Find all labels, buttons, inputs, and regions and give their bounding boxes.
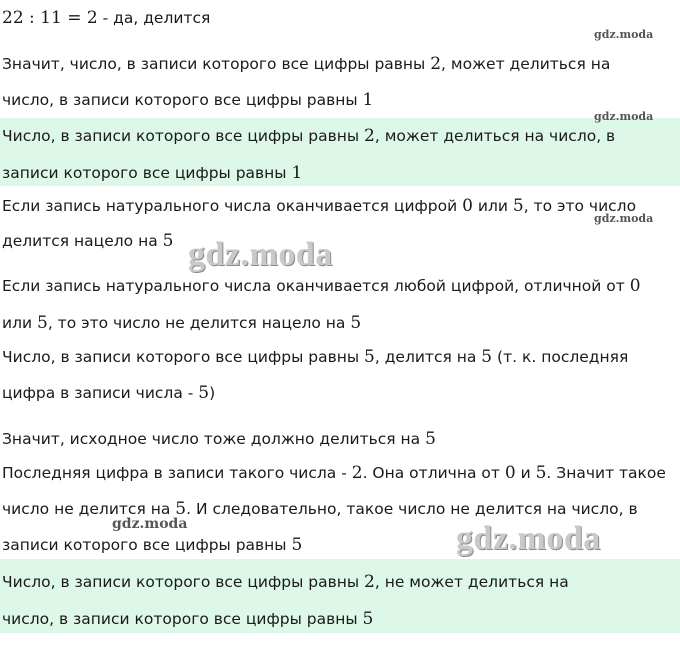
text-line bbox=[0, 463, 680, 483]
math-expression: 1 bbox=[291, 163, 303, 183]
text-line bbox=[0, 313, 680, 333]
text-run: Если запись натурального числа оканчивается цифрой bbox=[2, 197, 463, 215]
text-line bbox=[0, 429, 680, 449]
math-expression: 5 bbox=[198, 383, 210, 403]
math-expression: 2 bbox=[364, 572, 375, 592]
text-run: , может делиться на bbox=[441, 55, 611, 73]
text-line bbox=[0, 276, 680, 296]
text-line bbox=[0, 572, 680, 592]
math-expression: 0 bbox=[504, 463, 516, 483]
math-expression: 2 bbox=[364, 126, 375, 146]
text-line bbox=[0, 54, 680, 74]
text-line bbox=[0, 8, 680, 28]
math-expression: 0 bbox=[462, 196, 473, 216]
text-run: Число, в записи которого все цифры равны bbox=[2, 573, 365, 591]
text-run: , может делиться на число, в bbox=[374, 127, 616, 145]
text-run: , то это число bbox=[523, 197, 637, 215]
text-run: . Она отлична от bbox=[362, 464, 505, 482]
watermark-small: gdz.moda bbox=[594, 110, 654, 123]
text-run: записи которого все цифры равны bbox=[2, 164, 292, 182]
math-expression: 2 bbox=[430, 54, 442, 74]
text-run: , то это число не делится нацело на bbox=[47, 314, 351, 332]
text-run: , не может делиться на bbox=[374, 573, 569, 591]
text-line bbox=[0, 383, 680, 403]
text-run: Значит, число, в записи которого все цифры равны bbox=[2, 55, 431, 73]
math-expression: 5 bbox=[291, 535, 303, 555]
text-run: Если запись натурального числа оканчивается любой цифрой, отличной от bbox=[2, 277, 630, 295]
text-run: записи которого все цифры равны bbox=[2, 536, 292, 554]
math-expression: 5 bbox=[512, 196, 524, 216]
watermark-logo: gdz.moda bbox=[188, 236, 333, 273]
text-line bbox=[0, 609, 680, 629]
text-run: число не делится на bbox=[2, 500, 176, 518]
math-expression: 0 bbox=[629, 276, 641, 296]
math-expression: 5 bbox=[362, 609, 374, 629]
math-expression: 5 bbox=[350, 313, 362, 333]
math-expression: 1 bbox=[362, 90, 374, 110]
text-line bbox=[0, 90, 680, 110]
text-line bbox=[0, 196, 680, 216]
text-line bbox=[0, 231, 680, 251]
math-expression: 5 bbox=[162, 231, 174, 251]
text-run: . И следовательно, такое число не делится на число, в bbox=[186, 500, 638, 518]
watermark-logo: gdz.moda bbox=[456, 520, 601, 557]
text-line bbox=[0, 499, 680, 519]
text-run: делится нацело на bbox=[2, 232, 163, 250]
text-run: . Значит такое bbox=[546, 464, 666, 482]
math-expression: 5 bbox=[481, 347, 493, 367]
text-line bbox=[0, 347, 680, 367]
math-expression: 5 bbox=[364, 347, 375, 367]
math-expression: 2 bbox=[351, 463, 363, 483]
text-line bbox=[0, 126, 680, 146]
math-expression: 22 : 11 = 2 bbox=[2, 8, 98, 28]
text-run: цифра в записи числа - bbox=[2, 384, 199, 402]
text-run: ) bbox=[209, 384, 216, 402]
text-run: (т. к. последняя bbox=[492, 348, 629, 366]
text-run: Число, в записи которого все цифры равны bbox=[2, 127, 365, 145]
text-run: Значит, исходное число тоже должно делиться на bbox=[2, 430, 426, 448]
math-expression: 5 bbox=[535, 463, 547, 483]
text-line bbox=[0, 163, 680, 183]
text-run: - да, делится bbox=[97, 9, 211, 27]
text-run: , делится на bbox=[374, 348, 482, 366]
watermark-small: gdz.moda bbox=[594, 212, 654, 225]
text-run: или bbox=[472, 197, 513, 215]
math-expression: 5 bbox=[425, 429, 436, 449]
text-run: и bbox=[515, 464, 536, 482]
math-expression: 5 bbox=[36, 313, 48, 333]
watermark-small: gdz.moda bbox=[112, 516, 188, 532]
math-expression: 5 bbox=[175, 499, 187, 519]
text-run: число, в записи которого все цифры равны bbox=[2, 91, 363, 109]
text-run: число, в записи которого все цифры равны bbox=[2, 610, 363, 628]
text-run: или bbox=[2, 314, 37, 332]
text-run: Число, в записи которого все цифры равны bbox=[2, 348, 365, 366]
text-run: Последняя цифра в записи такого числа - bbox=[2, 464, 352, 482]
watermark-small: gdz.moda bbox=[594, 28, 654, 41]
